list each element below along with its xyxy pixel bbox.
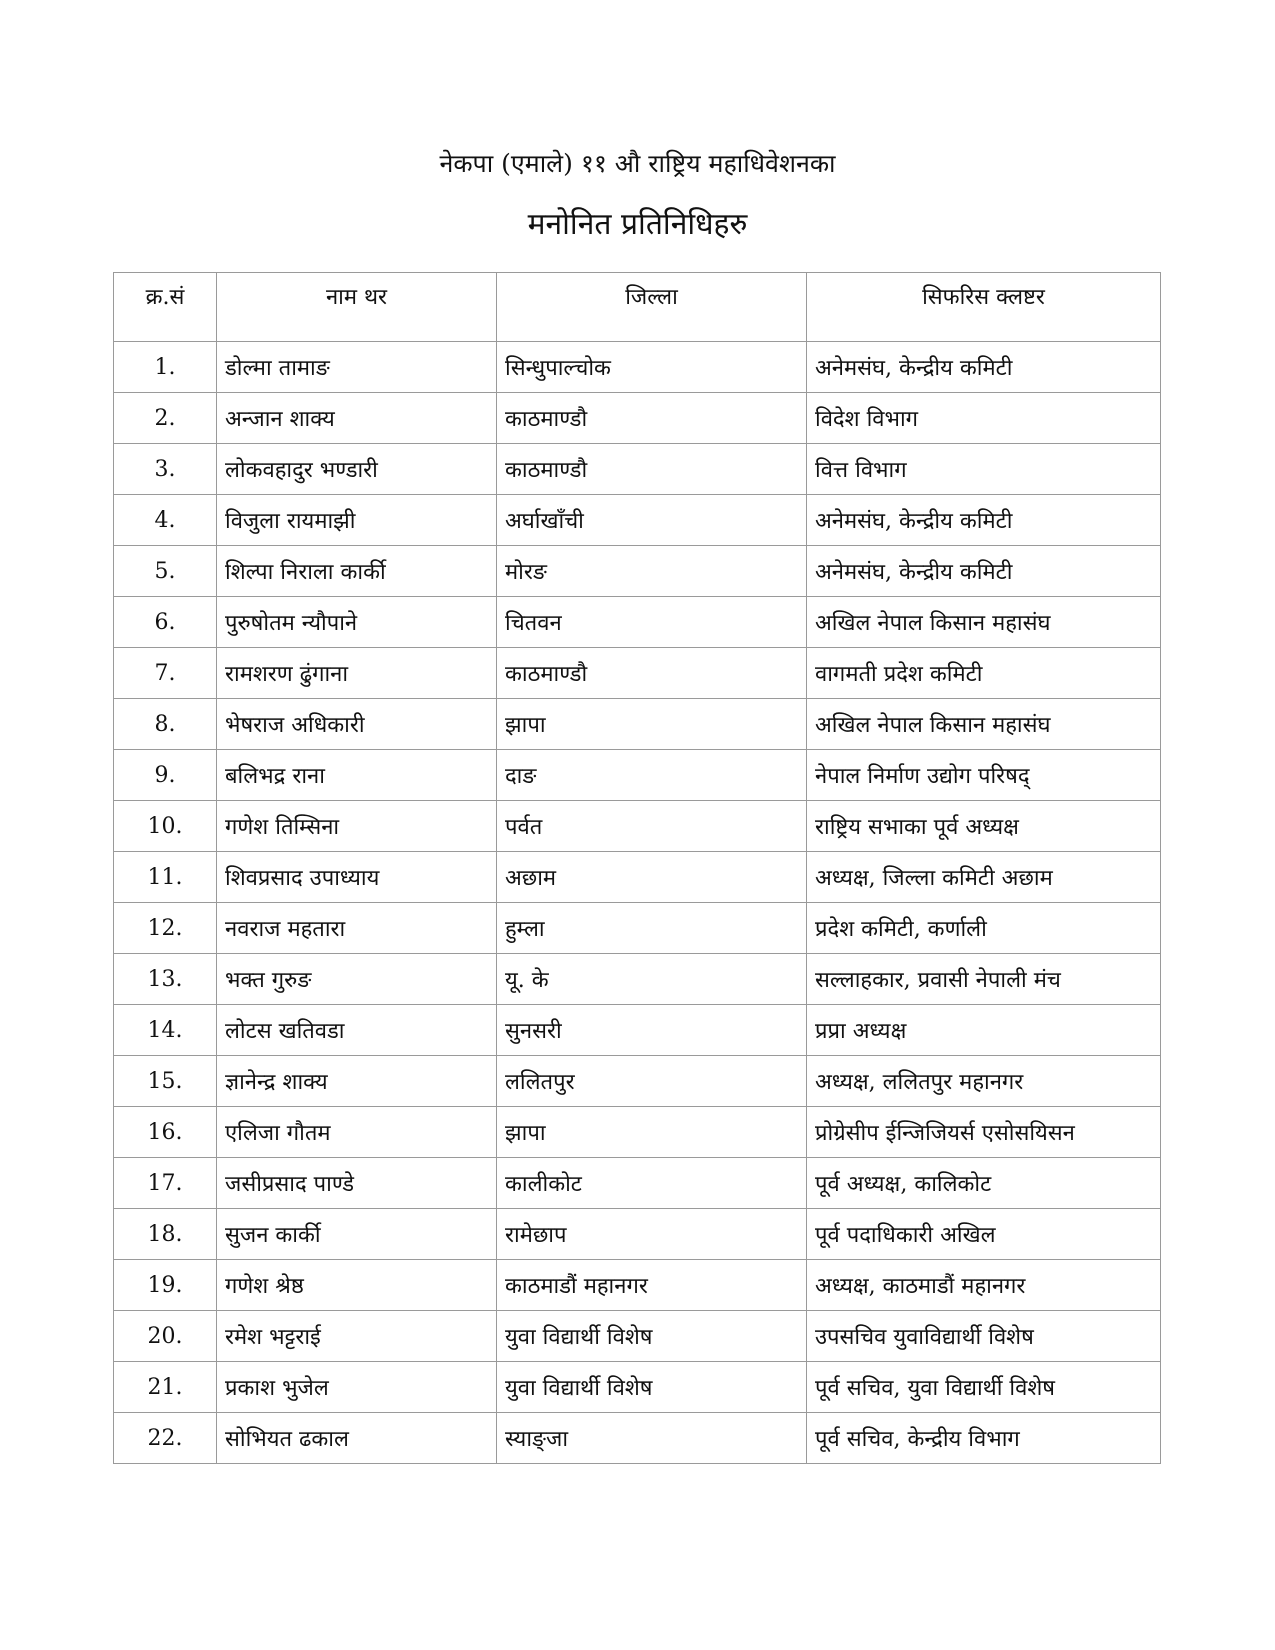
cluster-cell: अनेमसंघ, केन्द्रीय कमिटी	[807, 342, 1161, 393]
cluster-cell: अध्यक्ष, काठमाडौं महानगर	[807, 1260, 1161, 1311]
name-cell: रामशरण ढुंगाना	[217, 648, 497, 699]
district-cell: युवा विद्यार्थी विशेष	[497, 1362, 807, 1413]
table-row	[114, 546, 1161, 597]
district-cell: झापा	[497, 699, 807, 750]
serial-number-cell: 8.	[114, 699, 217, 750]
name-cell: शिवप्रसाद उपाध्याय	[217, 852, 497, 903]
district-cell: स्याङ्जा	[497, 1413, 807, 1464]
district-cell: पर्वत	[497, 801, 807, 852]
cluster-cell: पूर्व सचिव, केन्द्रीय विभाग	[807, 1413, 1161, 1464]
table-row	[114, 648, 1161, 699]
serial-number-cell: 13.	[114, 954, 217, 1005]
table-row	[114, 852, 1161, 903]
cluster-cell: वागमती प्रदेश कमिटी	[807, 648, 1161, 699]
name-cell: भक्त गुरुङ	[217, 954, 497, 1005]
name-cell: पुरुषोतम न्यौपाने	[217, 597, 497, 648]
district-cell: काठमाण्डौ	[497, 393, 807, 444]
serial-number-cell: 17.	[114, 1158, 217, 1209]
document-title: नेकपा (एमाले) ११ औ राष्ट्रिय महाधिवेशनका	[439, 149, 836, 178]
table-header-row	[114, 273, 1161, 342]
serial-number-cell: 7.	[114, 648, 217, 699]
serial-number-cell: 16.	[114, 1107, 217, 1158]
district-cell: मोरङ	[497, 546, 807, 597]
name-cell: नवराज महतारा	[217, 903, 497, 954]
name-cell: जसीप्रसाद पाण्डे	[217, 1158, 497, 1209]
header-serial-number: क्र.सं	[114, 273, 217, 342]
district-cell: काठमाडौं महानगर	[497, 1260, 807, 1311]
cluster-cell: पूर्व सचिव, युवा विद्यार्थी विशेष	[807, 1362, 1161, 1413]
header-name: नाम थर	[217, 273, 497, 342]
serial-number-cell: 6.	[114, 597, 217, 648]
name-cell: डोल्मा तामाङ	[217, 342, 497, 393]
cluster-cell: वित्त विभाग	[807, 444, 1161, 495]
cluster-cell: विदेश विभाग	[807, 393, 1161, 444]
district-cell: अर्घाखाँची	[497, 495, 807, 546]
table-row	[114, 1158, 1161, 1209]
cluster-cell: अखिल नेपाल किसान महासंघ	[807, 597, 1161, 648]
table-row	[114, 699, 1161, 750]
cluster-cell: नेपाल निर्माण उद्योग परिषद्	[807, 750, 1161, 801]
district-cell: काठमाण्डौ	[497, 444, 807, 495]
district-cell: सुनसरी	[497, 1005, 807, 1056]
name-cell: गणेश तिम्सिना	[217, 801, 497, 852]
header-recommendation-cluster: सिफरिस क्लष्टर	[807, 273, 1161, 342]
name-cell: ज्ञानेन्द्र शाक्य	[217, 1056, 497, 1107]
table-row	[114, 801, 1161, 852]
table-row	[114, 750, 1161, 801]
table-row	[114, 954, 1161, 1005]
name-cell: बलिभद्र राना	[217, 750, 497, 801]
serial-number-cell: 18.	[114, 1209, 217, 1260]
cluster-cell: अनेमसंघ, केन्द्रीय कमिटी	[807, 546, 1161, 597]
district-cell: ललितपुर	[497, 1056, 807, 1107]
cluster-cell: प्रोग्रेसीप ईन्जिजियर्स एसोसयिसन	[807, 1107, 1161, 1158]
serial-number-cell: 5.	[114, 546, 217, 597]
serial-number-cell: 4.	[114, 495, 217, 546]
serial-number-cell: 1.	[114, 342, 217, 393]
serial-number-cell: 2.	[114, 393, 217, 444]
table-body	[114, 342, 1161, 1464]
table-row	[114, 597, 1161, 648]
cluster-cell: प्रदेश कमिटी, कर्णाली	[807, 903, 1161, 954]
serial-number-cell: 20.	[114, 1311, 217, 1362]
cluster-cell: पूर्व अध्यक्ष, कालिकोट	[807, 1158, 1161, 1209]
serial-number-cell: 22.	[114, 1413, 217, 1464]
cluster-cell: अखिल नेपाल किसान महासंघ	[807, 699, 1161, 750]
cluster-cell: पूर्व पदाधिकारी अखिल	[807, 1209, 1161, 1260]
table-row	[114, 1005, 1161, 1056]
table-row	[114, 1362, 1161, 1413]
cluster-cell: राष्ट्रिय सभाका पूर्व अध्यक्ष	[807, 801, 1161, 852]
name-cell: एलिजा गौतम	[217, 1107, 497, 1158]
cluster-cell: अनेमसंघ, केन्द्रीय कमिटी	[807, 495, 1161, 546]
name-cell: अन्जान शाक्य	[217, 393, 497, 444]
table-row	[114, 495, 1161, 546]
name-cell: लोकवहादुर भण्डारी	[217, 444, 497, 495]
table-row	[114, 1260, 1161, 1311]
serial-number-cell: 3.	[114, 444, 217, 495]
cluster-cell: अध्यक्ष, ललितपुर महानगर	[807, 1056, 1161, 1107]
district-cell: सिन्धुपाल्चोक	[497, 342, 807, 393]
header-district: जिल्ला	[497, 273, 807, 342]
serial-number-cell: 15.	[114, 1056, 217, 1107]
table-row	[114, 1413, 1161, 1464]
district-cell: यू. के	[497, 954, 807, 1005]
cluster-cell: उपसचिव युवाविद्यार्थी विशेष	[807, 1311, 1161, 1362]
district-cell: अछाम	[497, 852, 807, 903]
name-cell: गणेश श्रेष्ठ	[217, 1260, 497, 1311]
district-cell: रामेछाप	[497, 1209, 807, 1260]
table-row	[114, 342, 1161, 393]
district-cell: युवा विद्यार्थी विशेष	[497, 1311, 807, 1362]
name-cell: शिल्पा निराला कार्की	[217, 546, 497, 597]
table-row	[114, 1056, 1161, 1107]
representatives-table	[113, 272, 1161, 1464]
name-cell: लोटस खतिवडा	[217, 1005, 497, 1056]
table-row	[114, 1209, 1161, 1260]
table-row	[114, 1107, 1161, 1158]
district-cell: काठमाण्डौ	[497, 648, 807, 699]
district-cell: दाङ	[497, 750, 807, 801]
document-subtitle: मनोनित प्रतिनिधिहरु	[527, 207, 748, 242]
serial-number-cell: 21.	[114, 1362, 217, 1413]
cluster-cell: सल्लाहकार, प्रवासी नेपाली मंच	[807, 954, 1161, 1005]
name-cell: विजुला रायमाझी	[217, 495, 497, 546]
table-row	[114, 393, 1161, 444]
serial-number-cell: 9.	[114, 750, 217, 801]
serial-number-cell: 19.	[114, 1260, 217, 1311]
serial-number-cell: 12.	[114, 903, 217, 954]
name-cell: सोभियत ढकाल	[217, 1413, 497, 1464]
district-cell: झापा	[497, 1107, 807, 1158]
serial-number-cell: 14.	[114, 1005, 217, 1056]
table-row	[114, 1311, 1161, 1362]
district-cell: हुम्ला	[497, 903, 807, 954]
cluster-cell: प्रप्रा अध्यक्ष	[807, 1005, 1161, 1056]
table-row	[114, 444, 1161, 495]
district-cell: चितवन	[497, 597, 807, 648]
serial-number-cell: 11.	[114, 852, 217, 903]
district-cell: कालीकोट	[497, 1158, 807, 1209]
name-cell: प्रकाश भुजेल	[217, 1362, 497, 1413]
table-row	[114, 903, 1161, 954]
name-cell: रमेश भट्टराई	[217, 1311, 497, 1362]
cluster-cell: अध्यक्ष, जिल्ला कमिटी अछाम	[807, 852, 1161, 903]
serial-number-cell: 10.	[114, 801, 217, 852]
name-cell: सुजन कार्की	[217, 1209, 497, 1260]
name-cell: भेषराज अधिकारी	[217, 699, 497, 750]
